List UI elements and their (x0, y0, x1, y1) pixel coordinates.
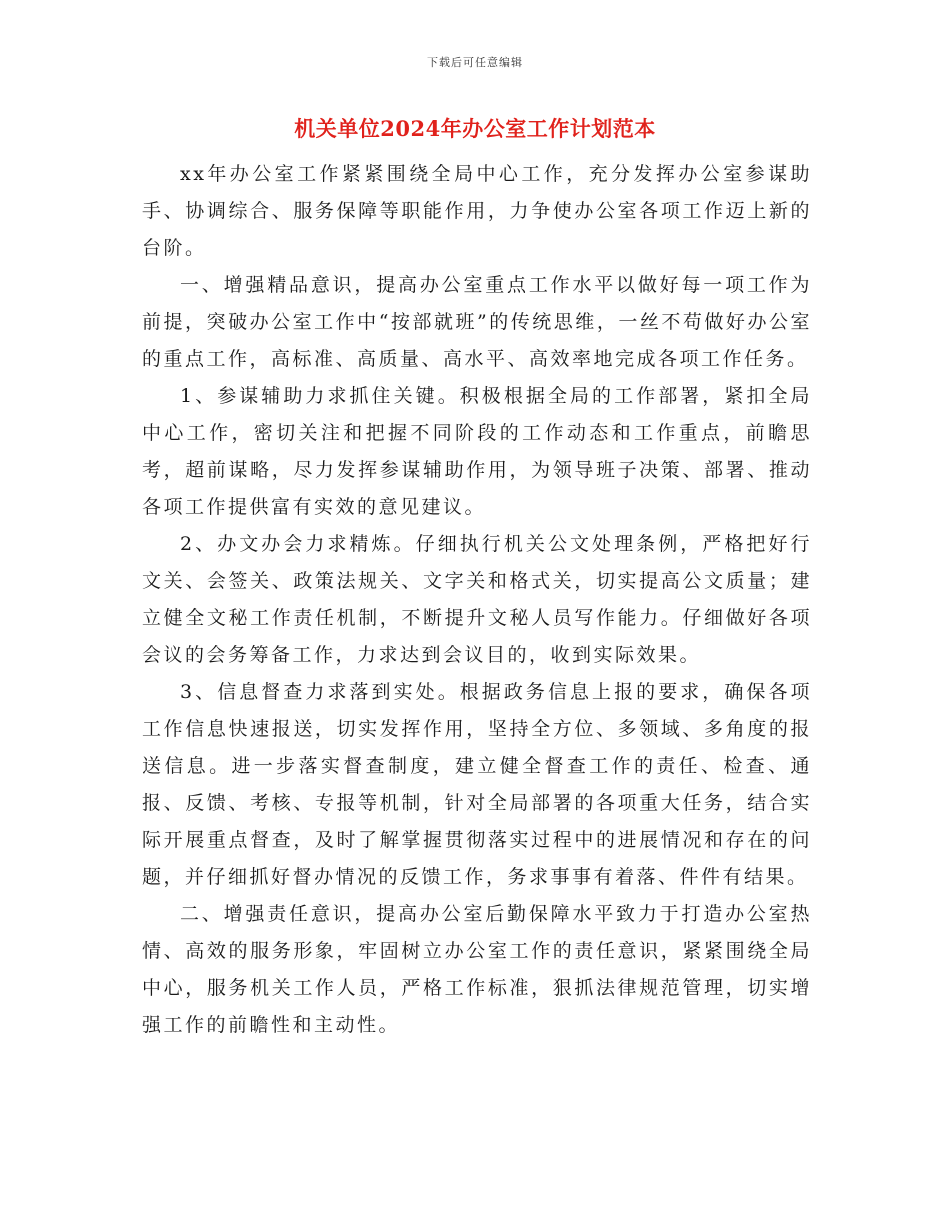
paragraph-section-2: 二、增强责任意识，提高办公室后勤保障水平致力于打造办公室热情、高效的服务形象，牢固树立办公室工作的责任意识，紧紧围绕全局中心，服务机关工作人员，严格工作标准，狠抓法律规范管理，切实增强工作的前瞻性和主动性。 (142, 903, 812, 1036)
document-body (142, 156, 812, 1044)
document-title: 机关单位2024年办公室工作计划范本 (294, 116, 656, 141)
paragraph-item-2: 2、办文办会力求精炼。仔细执行机关公文处理条例，严格把好行文关、会签关、政策法规关、文字关和格式关，切实提高公文质量；建立健全文秘工作责任机制，不断提升文秘人员写作能力。仔细做好各项会议的会务筹备工作，力求达到会议目的，收到实际效果。 (142, 533, 812, 666)
paragraph-section-1: 一、增强精品意识，提高办公室重点工作水平以做好每一项工作为前提，突破办公室工作中“按部就班”的传统思维，一丝不苟做好办公室的重点工作，高标准、高质量、高水平、高效率地完成各项工作任务。 (142, 274, 812, 370)
paragraph-item-1: 1、参谋辅助力求抓住关键。积极根据全局的工作部署，紧扣全局中心工作，密切关注和把握不同阶段的工作动态和工作重点，前瞻思考，超前谋略，尽力发挥参谋辅助作用，为领导班子决策、部署、推动各项工作提供富有实效的意见建议。 (142, 385, 812, 518)
paragraph-item-3: 3、信息督查力求落到实处。根据政务信息上报的要求，确保各项工作信息快速报送，切实发挥作用，坚持全方位、多领域、多角度的报送信息。进一步落实督查制度，建立健全督查工作的责任、检查、通报、反馈、考核、专报等机制，针对全局部署的各项重大任务，结合实际开展重点督查，及时了解掌握贯彻落实过程中的进展情况和存在的问题，并仔细抓好督办情况的反馈工作，务求事事有着落、件件有结果。 (142, 681, 812, 888)
paragraph-intro: xx年办公室工作紧紧围绕全局中心工作，充分发挥办公室参谋助手、协调综合、服务保障等职能作用，力争使办公室各项工作迈上新的台阶。 (142, 163, 812, 259)
header-note: 下载后可任意编辑 (427, 56, 523, 69)
